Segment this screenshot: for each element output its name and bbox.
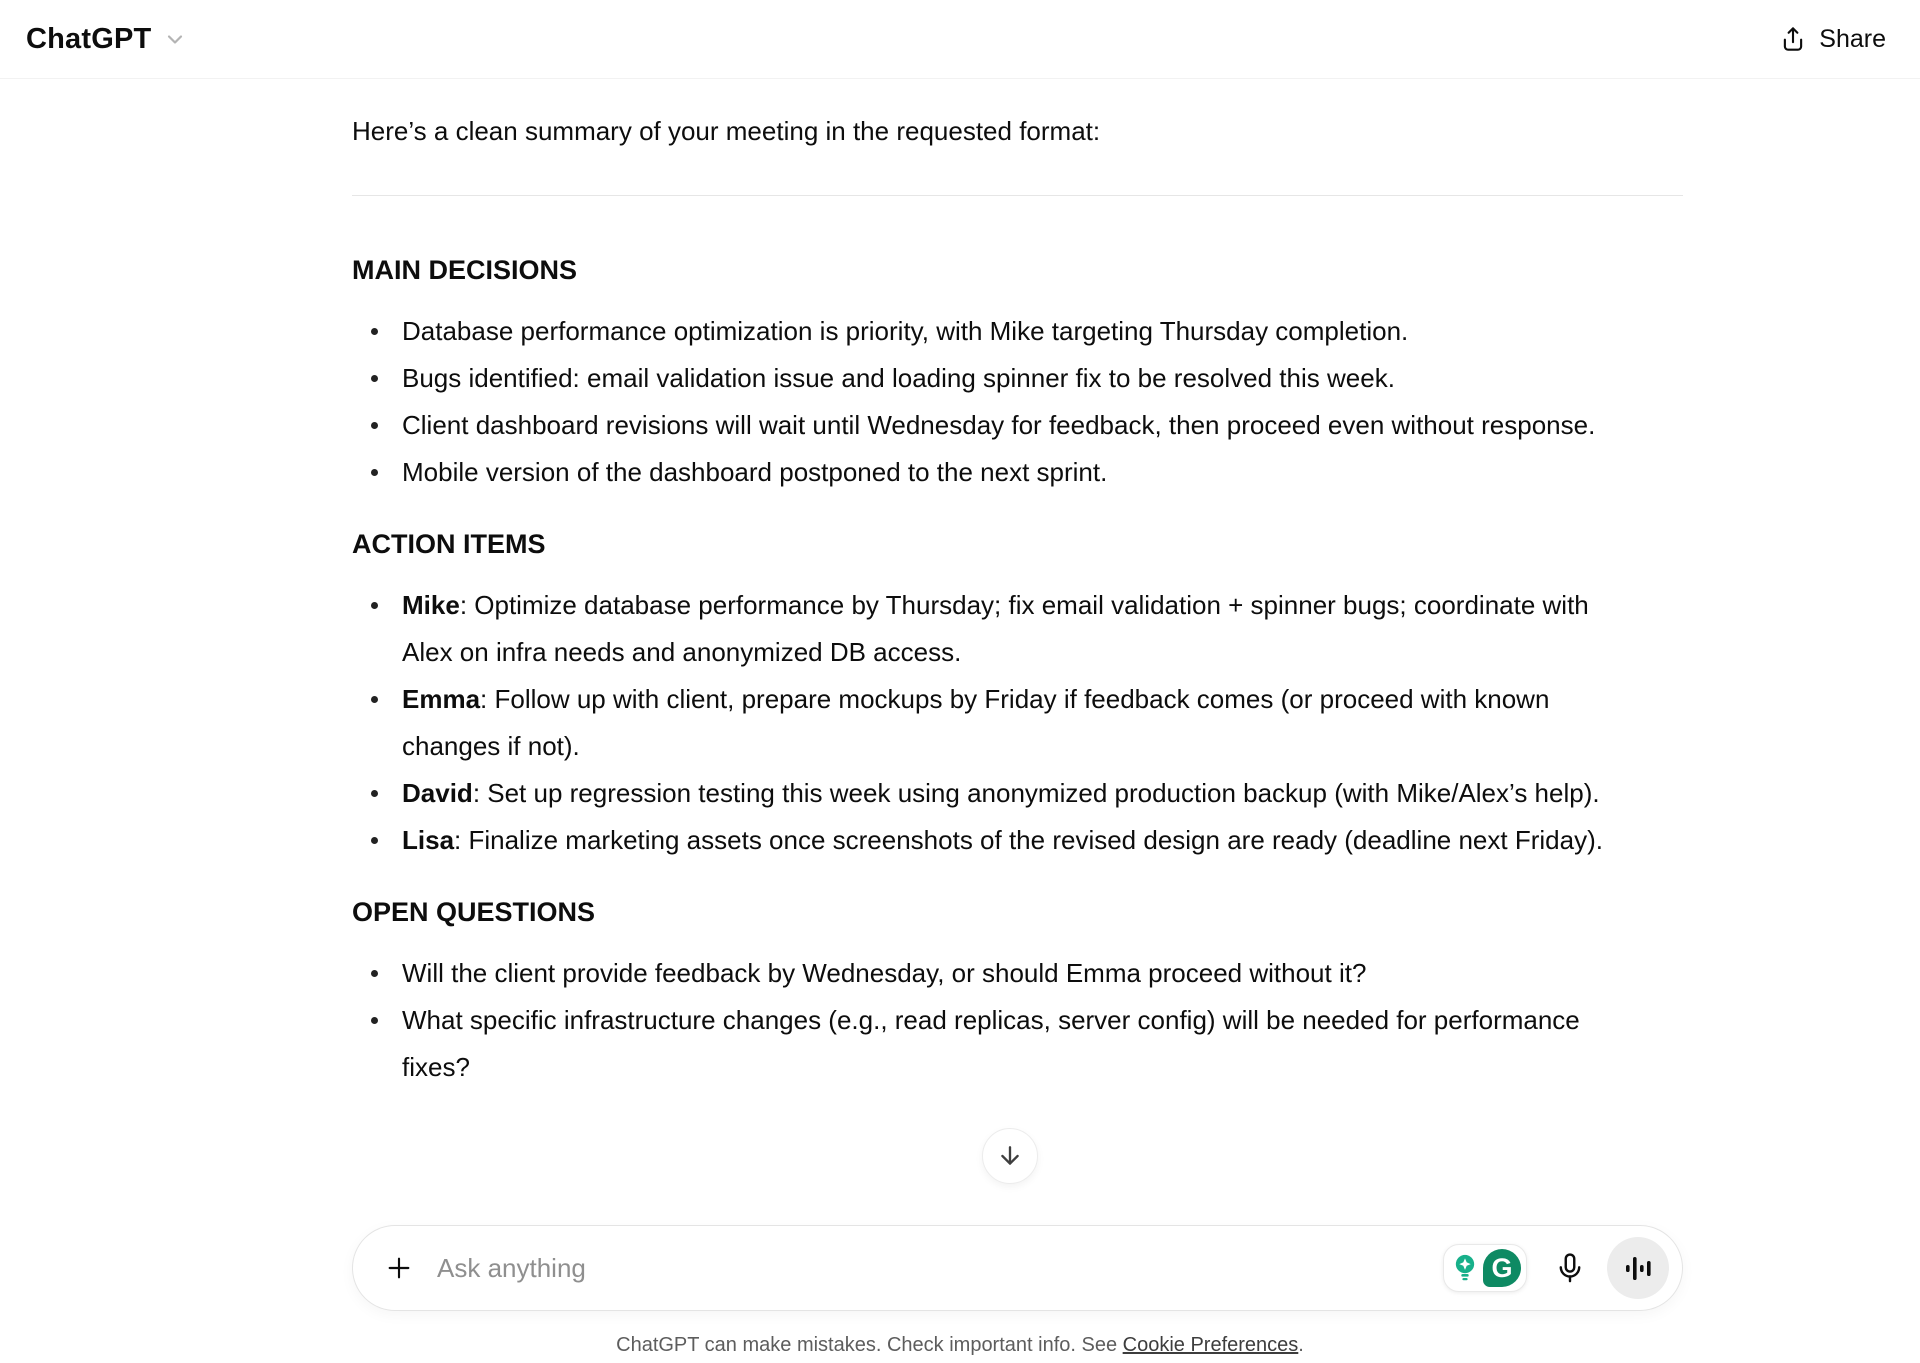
microphone-icon (1553, 1251, 1587, 1285)
list-item: What specific infrastructure changes (e.g., read replicas, server config) will be needed for performance fixes? (352, 997, 1683, 1091)
share-label: Share (1819, 24, 1886, 53)
disclaimer-period: . (1298, 1334, 1304, 1356)
bullet-list (352, 308, 1683, 496)
share-icon (1778, 24, 1808, 54)
arrow-down-icon (996, 1142, 1024, 1170)
list-item: Bugs identified: email validation issue and loading spinner fix to be resolved this week. (352, 355, 1683, 402)
model-switcher[interactable] (26, 23, 187, 56)
assistant-message (352, 79, 1683, 1091)
bullet-list (352, 582, 1683, 864)
list-item: Mobile version of the dashboard postponed to the next sprint. (352, 449, 1683, 496)
chevron-down-icon (163, 27, 187, 51)
share-button[interactable] (1768, 16, 1896, 62)
list-item: Will the client provide feedback by Wednesday, or should Emma proceed without it? (352, 950, 1683, 997)
cookie-preferences-link[interactable]: Cookie Preferences (1122, 1334, 1299, 1356)
bullet-list (352, 950, 1683, 1091)
app-header (0, 0, 1920, 79)
section-heading: ACTION ITEMS (352, 529, 546, 559)
composer (352, 1225, 1683, 1311)
message-input[interactable] (435, 1252, 1443, 1285)
voice-mode-icon (1621, 1251, 1655, 1285)
voice-mode-button[interactable] (1607, 1237, 1669, 1299)
list-item: Emma: Follow up with client, prepare mockups by Friday if feedback comes (or proceed with known changes if not). (352, 676, 1683, 770)
dictate-button[interactable] (1547, 1245, 1593, 1291)
grammarly-extension-pill[interactable] (1443, 1244, 1527, 1292)
attach-button[interactable] (377, 1246, 421, 1290)
divider (352, 195, 1683, 196)
message-sections (352, 252, 1683, 1091)
footer-disclaimer (0, 1334, 1920, 1357)
disclaimer-text: ChatGPT can make mistakes. Check important info. See (616, 1334, 1123, 1356)
section-heading: MAIN DECISIONS (352, 255, 578, 285)
scroll-to-bottom-button[interactable] (982, 1128, 1038, 1184)
grammarly-logo-icon: G (1483, 1249, 1521, 1287)
list-item: Mike: Optimize database performance by Thursday; fix email validation + spinner bugs; coordinate with Alex on infra needs and anonymized DB access. (352, 582, 1683, 676)
section-heading: OPEN QUESTIONS (352, 897, 596, 927)
list-item: Client dashboard revisions will wait until Wednesday for feedback, then proceed even without response. (352, 402, 1683, 449)
grammarly-suggestions-icon (1449, 1251, 1481, 1285)
list-item: Database performance optimization is priority, with Mike targeting Thursday completion. (352, 308, 1683, 355)
app-title: ChatGPT (26, 22, 152, 55)
list-item: Lisa: Finalize marketing assets once screenshots of the revised design are ready (deadline next Friday). (352, 817, 1683, 864)
list-item: David: Set up regression testing this week using anonymized production backup (with Mike/Alex’s help). (352, 770, 1683, 817)
plus-icon (383, 1252, 415, 1284)
message-intro: Here’s a clean summary of your meeting in the requested format: (352, 116, 1101, 146)
